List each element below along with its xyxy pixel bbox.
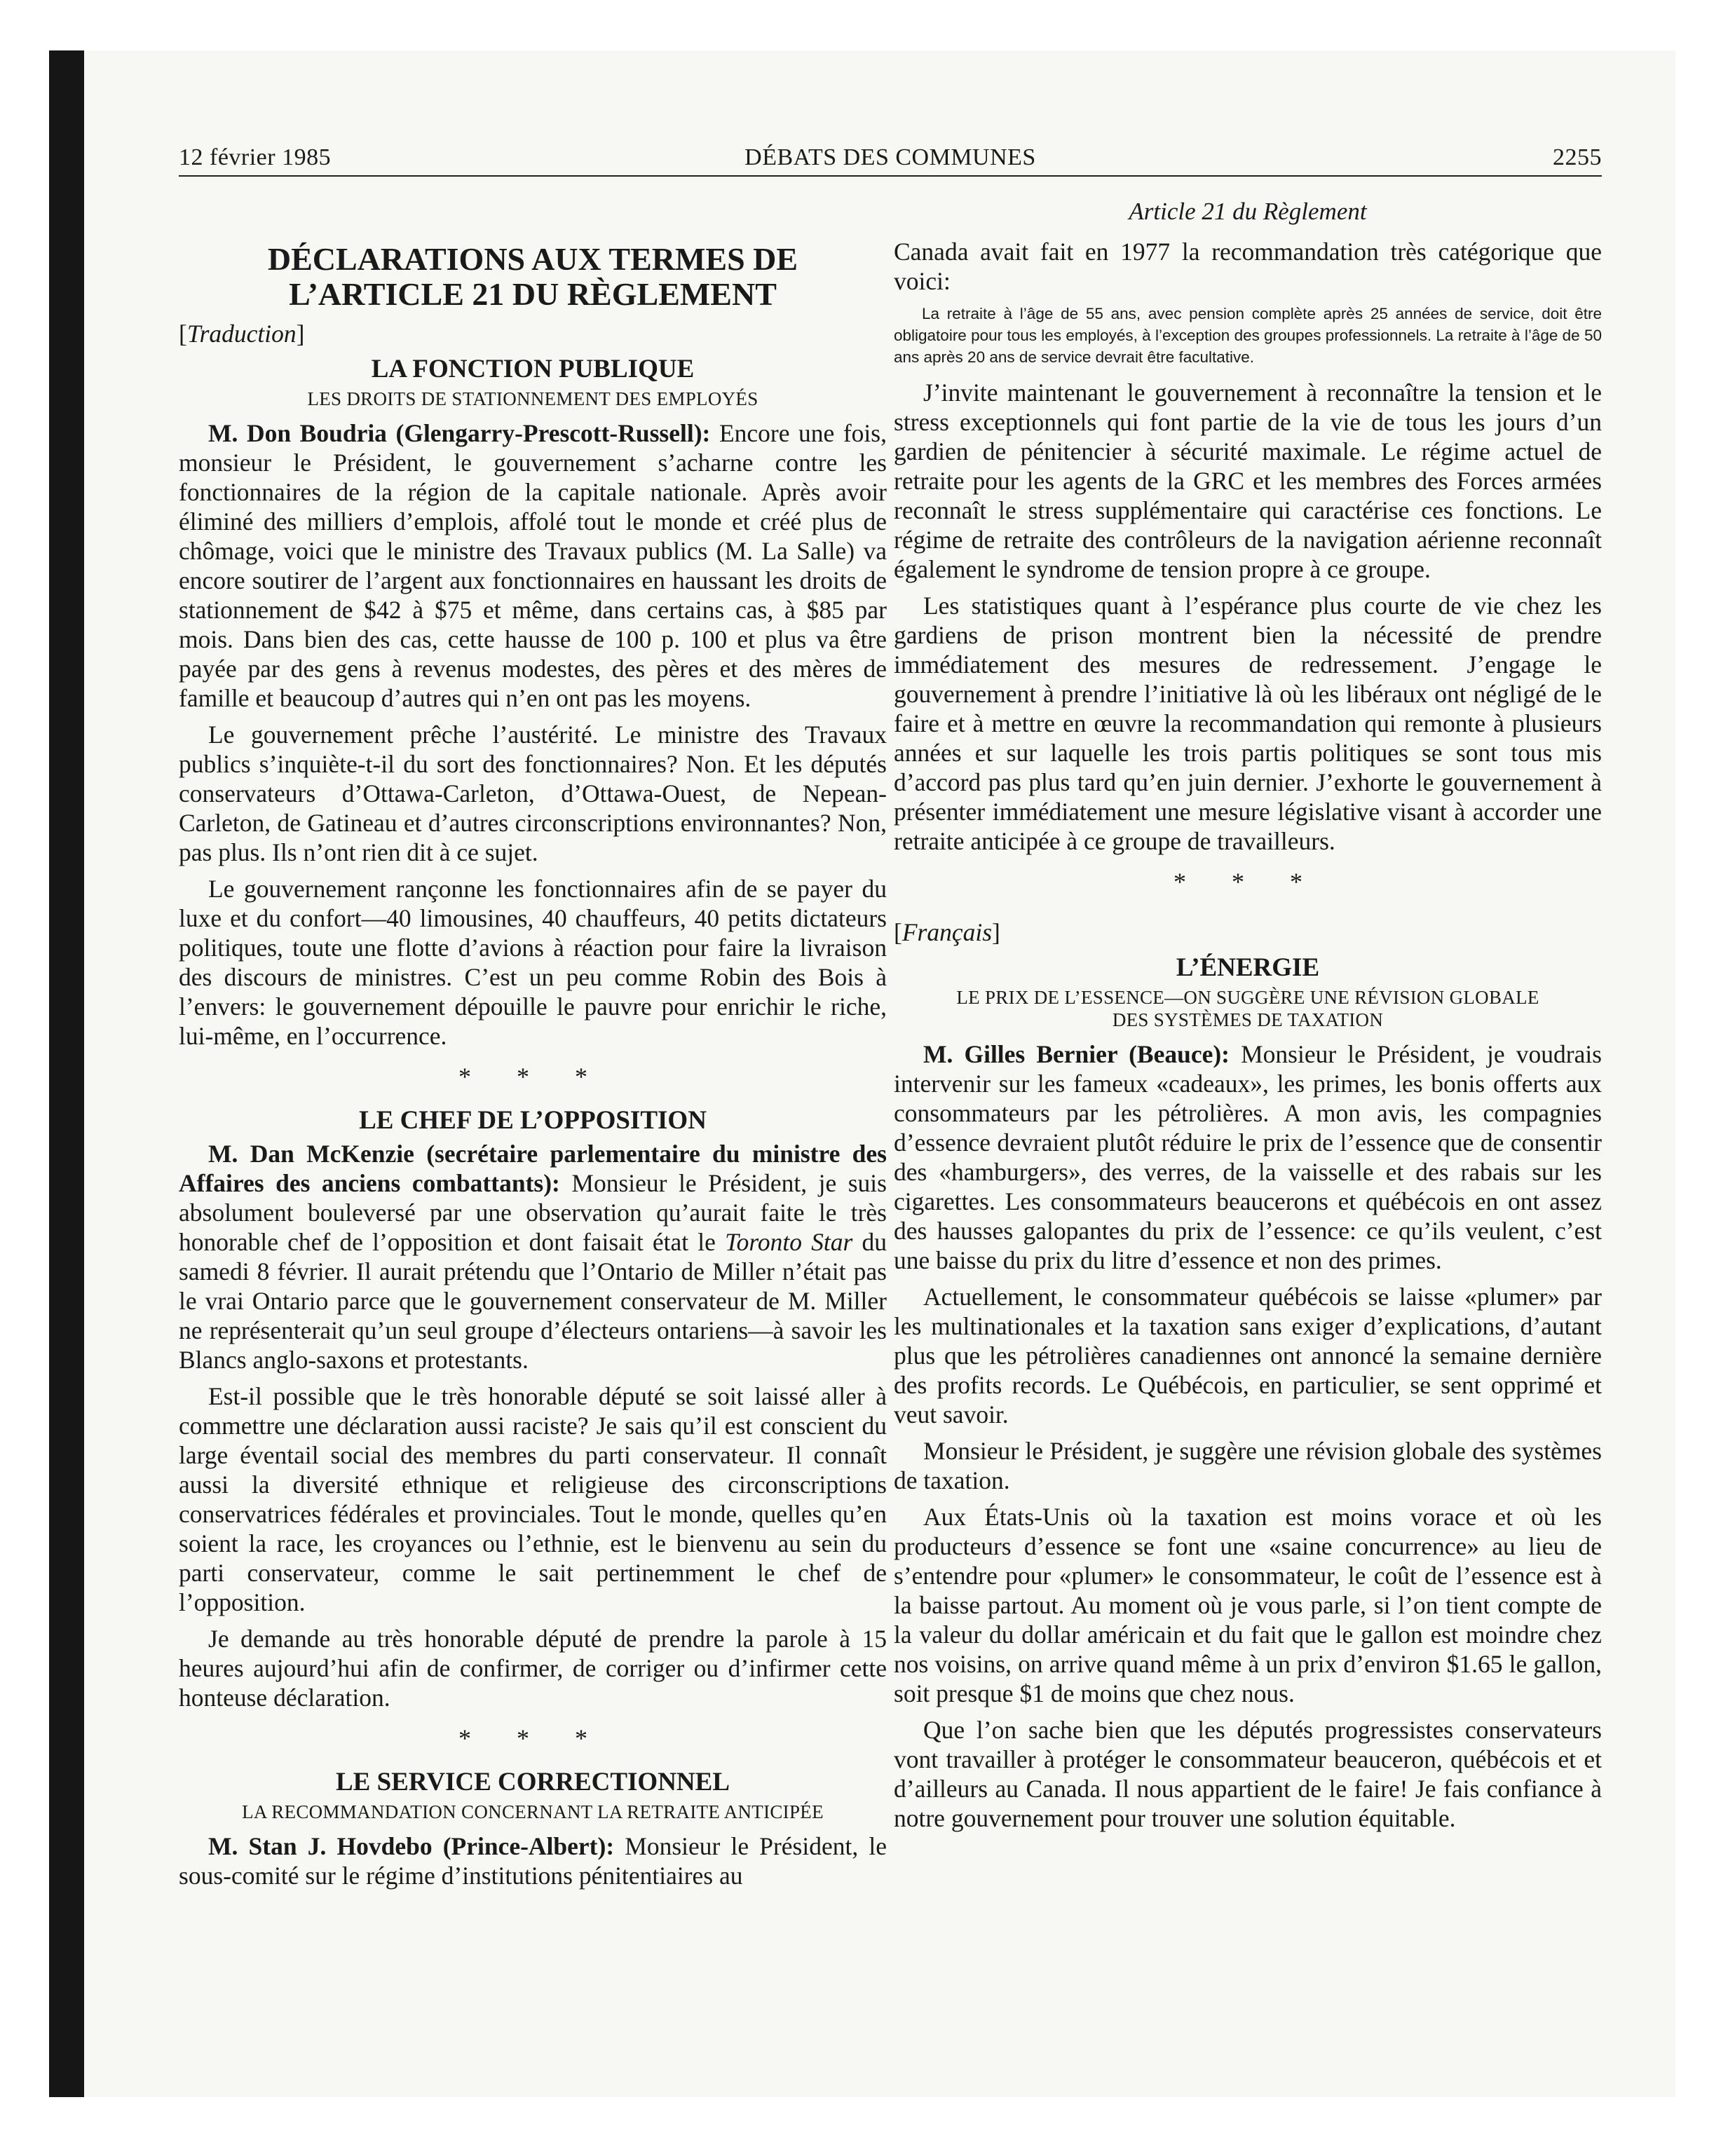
block-quote: La retraite à l’âge de 55 ans, avec pension complète après 25 années de service, doit être obligatoire pour tous les employés, à l’exception des groupes professionnels. La retraite à l’âge de 50 ans après 20 ans de service devrait être facultative. [894,305,1602,366]
header-title: DÉBATS DES COMMUNES [744,144,1036,170]
subtitle-line: LE PRIX DE L’ESSENCE—ON SUGGÈRE UNE RÉVISION GLOBALE [956,987,1539,1008]
paragraph-text: Monsieur le Président, le sous-comité sur le régime d’institutions pénitentiaires au [179,1832,887,1890]
section-subtitle: LA RECOMMANDATION CONCERNANT LA RETRAITE ANTICIPÉE [242,1801,824,1822]
paragraph: Actuellement, le consommateur québécois se laisse «plumer» par les multinationales et la taxation sans exiger d’explications, d’autant plus que les pétrolières canadiennes ont annoncé la semaine dernière des profits records. Le Québécois, en particulier, se sent opprimé et veut savoir. [894,1283,1602,1428]
paragraph [179,1831,887,1890]
paragraph: Monsieur le Président, je suggère une révision globale des systèmes de taxation. [894,1437,1602,1494]
main-title-line: L’ARTICLE 21 DU RÈGLEMENT [289,276,777,312]
paragraph: Aux États-Unis où la taxation est moins vorace et où les producteurs d’essence se font une «saine concurrence» au lieu de s’entendre pour «plumer» le consommateur, le coût de l’essence est à la baisse partout. Au moment où je vous parle, si l’on tient compte de la valeur du dollar américain et du fait que le gallon est moindre chez nos voisins, on arrive quand même à un prix d’environ $1.65 le gallon, soit presque $1 de moins que chez nous. [894,1503,1602,1707]
left-column [179,235,887,1897]
paragraph-text: du samedi 8 février. Il aurait prétendu que l’Ontario de Miller n’était pas le vrai Ontario parce que le gouvernement conservateur de M. Miller ne représenterait qu’un seul groupe d’électeurs ontariens—à savoir les Blancs anglo-saxons et protestants. [179,1228,887,1374]
paragraph-text: Monsieur le Président, je voudrais intervenir sur les fameux «cadeaux», les primes, les bonis offerts aux consommateurs par les pétrolières. A mon avis, les compagnies d’essence devraient plutôt réduire le prix de l’essence que de consentir des «hamburgers», des verres, de la vaisselle et des rabais sur les cigarettes. Les consommateurs beaucerons et québécois en ont assez des hausses galopantes du prix de l’essence: ce qu’ils veulent, c’est une baisse du prix du litre d’essence et non des primes. [894,1040,1603,1274]
speaker-name: M. Don Boudria (Glengarry-Prescott-Russell): [208,419,711,447]
speaker-name: M. Stan J. Hovdebo (Prince-Albert): [208,1832,615,1860]
header-page-number: 2255 [1553,144,1602,170]
language-note: [Français] [894,918,1000,946]
paragraph: Que l’on sache bien que les députés progressistes conservateurs vont travailler à protéger le consommateur beauceron, québécois et et d’ailleurs au Canada. Il nous appartient de le faire! Je fais confiance à notre gouvernement pour trouver une solution équitable. [894,1716,1602,1832]
paragraph-continued: Canada avait fait en 1977 la recommandation très catégorique que voici: [894,238,1602,295]
main-title [179,242,887,312]
page-header [179,140,1602,179]
paragraph [179,1139,887,1374]
paragraph: Je demande au très honorable député de prendre la parole à 15 heures aujourd’hui afin de confirmer, de corriger ou d’infirmer cette honteuse déclaration. [179,1625,887,1712]
paragraph: J’invite maintenant le gouvernement à reconnaître la tension et le stress exceptionnels qui font partie de la vie de tous les jours d’un gardien de pénitencier à sécurité maximale. Le régime actuel de retraite pour les agents de la GRC et les membres des Forces armées reconnaît le stress supplémentaire qui caractérise ces fonctions. Le régime de retraite des contrôleurs de la navigation aérienne reconnaît également le syndrome de tension propre à ce groupe. [894,378,1602,583]
header-date: 12 février 1985 [179,144,332,170]
paragraph-text: Encore une fois, monsieur le Président, le gouvernement s’acharne contre les fonctionnaires de la région de la capitale nationale. Après avoir éliminé des milliers d’emplois, affolé tout le monde et créé plus de chômage, voici que le ministre des Travaux publics (M. La Salle) va encore soutirer de l’argent aux fonctionnaires en haussant les droits de stationnement de $42 à $75 et même, dans certains cas, à $85 par mois. Dans bien des cas, cette hausse de 100 p. 100 et plus va être payée par des gens à revenus modestes, des pères et des mères de famille et beaucoup d’autres qui n’en ont pas les moyens. [179,419,887,712]
section-title: L’ÉNERGIE [1176,953,1320,982]
paragraph [894,1039,1602,1275]
paragraph-text: Monsieur le Président, je suis absolument bouleversé par une observation qu’aurait faite le très honorable chef de l’opposition et dont faisait état le [179,1169,887,1256]
running-subheader: Article 21 du Règlement [1129,198,1367,225]
translation-note: [Traduction] [179,320,305,348]
section-subtitle: LES DROITS DE STATIONNEMENT DES EMPLOYÉS [307,388,758,409]
scan-border [49,50,84,2097]
translation-label: Traduction [186,320,297,348]
section-separator: * * * [458,1063,607,1091]
paragraph [179,418,887,713]
speaker-name: M. Dan McKenzie (secrétaire parlementaire du ministre des Affaires des anciens combattants): [179,1140,887,1197]
subtitle-line: DES SYSTÈMES DE TAXATION [1112,1009,1384,1030]
paragraph: Est-il possible que le très honorable député se soit laissé aller à commettre une déclaration aussi raciste? Je sais qu’il est conscient du large éventail social des membres du parti conservateur. Il connaît aussi la diversité ethnique et religieuse des circonscriptions conservatrices fédérales et provinciales. Tout le monde, quelles qu’en soient la race, les croyances ou l’ethnie, est le bienvenu au sein du parti conservateur, comme le sait pertinemment le chef de l’opposition. [179,1382,887,1616]
newspaper-title: Toronto Star [725,1228,853,1256]
speaker-name: M. Gilles Bernier (Beauce): [923,1040,1230,1068]
section-title: LE CHEF DE L’OPPOSITION [359,1106,707,1135]
section-title: LA FONCTION PUBLIQUE [371,355,695,383]
header-rule [179,175,1602,177]
section-subtitle [894,986,1602,1031]
section-separator: * * * [1173,868,1322,896]
section-separator: * * * [458,1724,607,1752]
section-title: LE SERVICE CORRECTIONNEL [335,1768,730,1796]
main-title-line: DÉCLARATIONS AUX TERMES DE [267,241,798,277]
right-column [894,237,1602,1840]
language-label: Français [901,918,993,946]
paragraph: Le gouvernement rançonne les fonctionnaires afin de se payer du luxe et du confort—40 limousines, 40 chauffeurs, 40 petits dictateurs politiques, toute une flotte d’avions à réaction pour faire la livraison des discours de ministres. C’est un peu comme Robin des Bois à l’envers: le gouvernement dépouille le pauvre pour enrichir le riche, lui-même, en l’occurrence. [179,875,887,1050]
paragraph: Les statistiques quant à l’espérance plus courte de vie chez les gardiens de prison montrent bien la nécessité de prendre immédiatement des mesures de redressement. J’engage le gouvernement à prendre l’initiative là où les libéraux ont négligé de le faire et à mettre en œuvre la recommandation qui remonte à plusieurs années et sur laquelle les trois partis politiques se sont tous mis d’accord pas plus tard qu’en juin dernier. J’exhorte le gouvernement à présenter immédiatement une mesure législative visant à accorder une retraite anticipée à ce groupe de travailleurs. [894,592,1602,855]
paragraph: Le gouvernement prêche l’austérité. Le ministre des Travaux publics s’inquiète-t-il du sort des fonctionnaires? Non. Et les députés conservateurs d’Ottawa-Carleton, d’Ottawa-Ouest, de Nepean-Carleton, de Gatineau et d’autres circonscriptions environnantes? Non, pas plus. Ils n’ont rien dit à ce sujet. [179,721,887,866]
